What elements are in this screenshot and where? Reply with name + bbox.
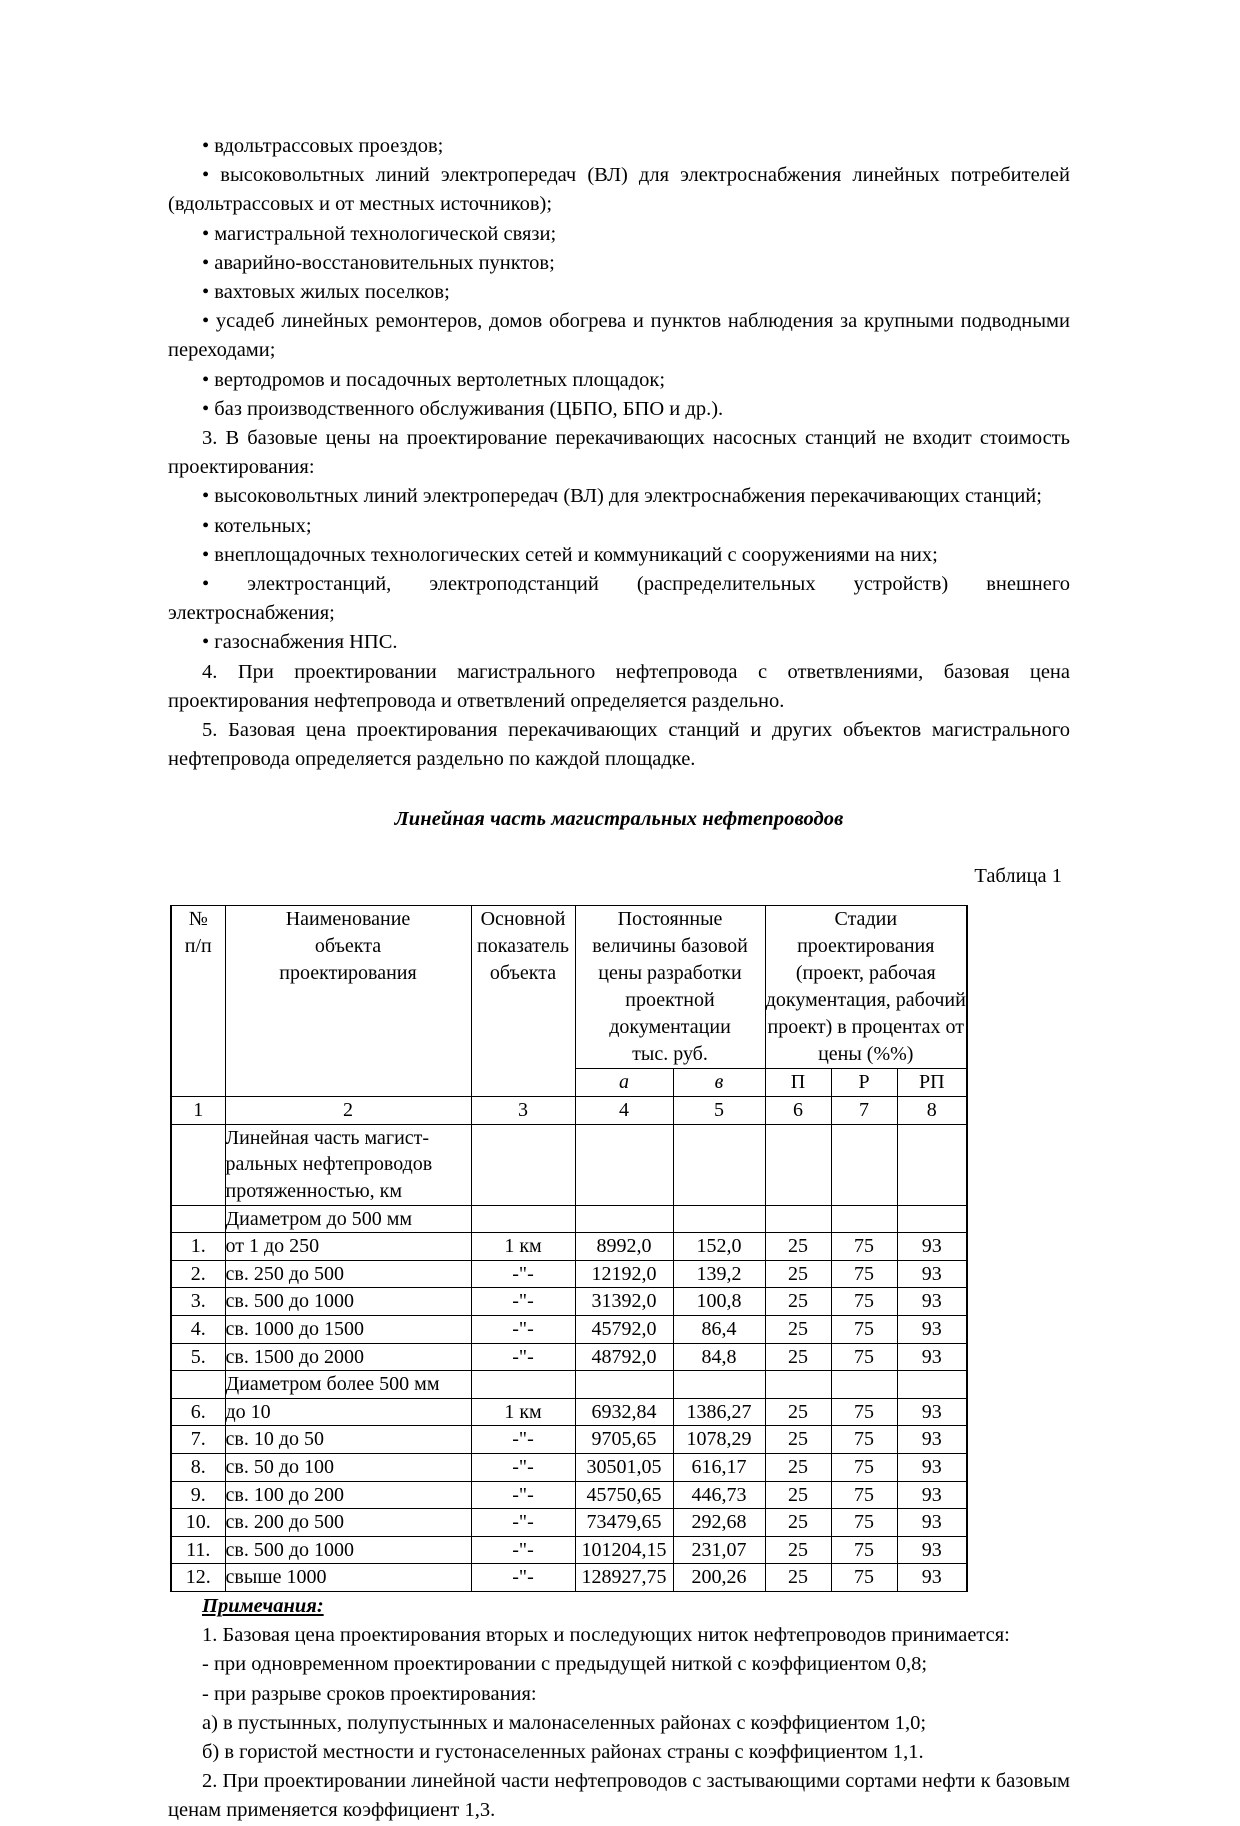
cell-unit: -"- [471, 1288, 575, 1316]
subheader-a: а [575, 1068, 673, 1096]
cell-a: 101204,15 [575, 1536, 673, 1564]
cell-no: 10. [171, 1509, 225, 1537]
cell-name: от 1 до 250 [225, 1233, 471, 1261]
cell-no [171, 1371, 225, 1399]
cell-a [575, 1124, 673, 1205]
note-line: - при одновременном проектировании с предыдущей ниткой с коэффициентом 0,8; [202, 1653, 928, 1676]
bullet-item: • баз производственного обслуживания (ЦБПО, БПО и др.). [202, 397, 724, 420]
cell-p [765, 1205, 831, 1233]
table-row [171, 1454, 967, 1482]
cell-name: св. 1000 до 1500 [225, 1316, 471, 1344]
cell-no: 12. [171, 1564, 225, 1592]
cell-v: 100,8 [673, 1288, 765, 1316]
table-body [171, 1124, 967, 1591]
note-line: а) в пустынных, полупустынных и малонаселенных районах с коэффициентом 1,0; [202, 1711, 927, 1734]
cell-no: 2. [171, 1260, 225, 1288]
cell-name: св. 500 до 1000 [225, 1288, 471, 1316]
paragraph-item-5: 5. Базовая цена проектирования перекачивающих станций и других объектов магистрального нефтепровода определяется раздельно по каждой площадке. [168, 719, 1070, 771]
cell-v: 84,8 [673, 1343, 765, 1371]
table-row [171, 1536, 967, 1564]
table-caption: Таблица 1 [974, 864, 1062, 887]
intro-bullets-block [168, 132, 1070, 424]
cell-unit: -"- [471, 1509, 575, 1537]
header-col-no [171, 905, 225, 1096]
table-row [171, 1398, 967, 1426]
header-indicator-line3: объекта [489, 961, 557, 984]
cell-rp: 93 [897, 1260, 967, 1288]
cell-unit: -"- [471, 1316, 575, 1344]
cell-a: 45750,65 [575, 1481, 673, 1509]
header-baseprice-line3: цены разработки [598, 961, 742, 984]
cell-r: 75 [831, 1233, 897, 1261]
colnum-6: 6 [765, 1096, 831, 1124]
group-heading-line2: ральных нефтепроводов [225, 1153, 433, 1176]
header-stages-line3: документация, рабочий [765, 988, 966, 1011]
cell-r: 75 [831, 1398, 897, 1426]
cell-rp [897, 1371, 967, 1399]
cell-r: 75 [831, 1316, 897, 1344]
cell-unit: -"- [471, 1260, 575, 1288]
cell-name: свыше 1000 [225, 1564, 471, 1592]
cell-a: 45792,0 [575, 1316, 673, 1344]
cell-a: 48792,0 [575, 1343, 673, 1371]
cell-p [765, 1124, 831, 1205]
cell-unit: -"- [471, 1426, 575, 1454]
bullet-item: • внеплощадочных технологических сетей и коммуникаций с сооружениями на них; [202, 543, 938, 566]
cell-group-heading [225, 1124, 471, 1205]
cell-a: 31392,0 [575, 1288, 673, 1316]
cell-r: 75 [831, 1426, 897, 1454]
cell-no: 11. [171, 1536, 225, 1564]
table-row [171, 1288, 967, 1316]
cell-rp: 93 [897, 1536, 967, 1564]
cell-rp: 93 [897, 1288, 967, 1316]
cell-v: 292,68 [673, 1509, 765, 1537]
cell-p: 25 [765, 1398, 831, 1426]
cell-rp: 93 [897, 1481, 967, 1509]
header-baseprice-line4: проектной [625, 988, 715, 1011]
cell-rp [897, 1124, 967, 1205]
cell-rp: 93 [897, 1316, 967, 1344]
cell-rp: 93 [897, 1398, 967, 1426]
cell-a: 73479,65 [575, 1509, 673, 1537]
header-name-line2: объекта [314, 934, 382, 957]
subheader-r: Р [831, 1068, 897, 1096]
cell-v: 616,17 [673, 1454, 765, 1482]
colnum-1: 1 [171, 1096, 225, 1124]
cell-v: 200,26 [673, 1564, 765, 1592]
cell-unit: -"- [471, 1536, 575, 1564]
cell-no: 7. [171, 1426, 225, 1454]
subheader-rp: РП [897, 1068, 967, 1096]
bullet-item: • газоснабжения НПС. [202, 631, 398, 654]
cell-p: 25 [765, 1233, 831, 1261]
header-col-name [225, 905, 471, 1096]
cell-v [673, 1124, 765, 1205]
colnum-7: 7 [831, 1096, 897, 1124]
cell-v [673, 1371, 765, 1399]
table-row [171, 1564, 967, 1592]
header-no-line2: п/п [184, 934, 212, 957]
cell-unit: 1 км [471, 1398, 575, 1426]
cell-r [831, 1124, 897, 1205]
paragraph-item-3: 3. В базовые цены на проектирование перекачивающих насосных станций не входит стоимость проектирования: [168, 427, 1070, 479]
cell-a: 9705,65 [575, 1426, 673, 1454]
cell-rp [897, 1205, 967, 1233]
cell-rp: 93 [897, 1233, 967, 1261]
header-stages-line4: проект) в процентах от [767, 1015, 964, 1038]
cell-p: 25 [765, 1454, 831, 1482]
bullet-item: • вдольтрассовых проездов; [202, 135, 444, 157]
section-title: Линейная часть магистральных нефтепроводов [394, 808, 844, 831]
cell-no [171, 1205, 225, 1233]
cell-unit [471, 1124, 575, 1205]
cell-v: 1386,27 [673, 1398, 765, 1426]
cell-r: 75 [831, 1509, 897, 1537]
bullet-item: • вертодромов и посадочных вертолетных площадок; [202, 368, 666, 391]
cell-r [831, 1371, 897, 1399]
cell-name: св. 200 до 500 [225, 1509, 471, 1537]
bullet-item: • высоковольтных линий электропередач (ВЛ) для электроснабжения линейных потребителей (вдольтрассовых и от местных источников); [168, 164, 1070, 216]
cell-rp: 93 [897, 1564, 967, 1592]
colnum-5: 5 [673, 1096, 765, 1124]
cell-r: 75 [831, 1454, 897, 1482]
cell-subgroup-label: Диаметром более 500 мм [225, 1371, 471, 1399]
cell-r: 75 [831, 1481, 897, 1509]
bullet-item: • магистральной технологической связи; [202, 222, 557, 245]
header-baseprice-line5: документации [609, 1015, 731, 1038]
cell-unit: 1 км [471, 1233, 575, 1261]
cell-p: 25 [765, 1316, 831, 1344]
group-heading-line1: Линейная часть магист- [225, 1126, 430, 1149]
bullet-item: • усадеб линейных ремонтеров, домов обогрева и пунктов наблюдения за крупными подводными переходами; [168, 310, 1070, 362]
cell-r: 75 [831, 1288, 897, 1316]
header-baseprice-line6: тыс. руб. [632, 1042, 708, 1065]
cell-r: 75 [831, 1260, 897, 1288]
cell-no: 1. [171, 1233, 225, 1261]
note-line: 1. Базовая цена проектирования вторых и последующих ниток нефтепроводов принимается: [202, 1624, 1010, 1647]
cell-v: 86,4 [673, 1316, 765, 1344]
cell-unit [471, 1371, 575, 1399]
bullet-item: • высоковольтных линий электропередач (ВЛ) для электроснабжения перекачивающих станций; [202, 485, 1042, 508]
cell-rp: 93 [897, 1509, 967, 1537]
cell-subgroup-label: Диаметром до 500 мм [225, 1205, 471, 1233]
header-col-stages [765, 905, 967, 1068]
header-indicator-line1: Основной [480, 907, 566, 930]
cell-rp: 93 [897, 1343, 967, 1371]
cell-a: 30501,05 [575, 1454, 673, 1482]
note-line: б) в гористой местности и густонаселенных районах страны с коэффициентом 1,1. [202, 1740, 924, 1763]
cell-v: 231,07 [673, 1536, 765, 1564]
header-indicator-line2: показатель [477, 934, 569, 957]
header-stages-line5: цены (%%) [818, 1042, 914, 1065]
cell-no [171, 1124, 225, 1205]
cell-p: 25 [765, 1343, 831, 1371]
header-name-line3: проектирования [279, 961, 417, 984]
cell-v: 152,0 [673, 1233, 765, 1261]
group-heading-line3: протяженностью, км [225, 1180, 403, 1203]
cell-no: 6. [171, 1398, 225, 1426]
table-row [171, 1343, 967, 1371]
table-subgroup-row-2 [171, 1371, 967, 1399]
cell-v: 139,2 [673, 1260, 765, 1288]
note-line: - при разрыве сроков проектирования: [202, 1682, 537, 1705]
cell-r [831, 1205, 897, 1233]
cell-rp: 93 [897, 1454, 967, 1482]
header-stages-line2: (проект, рабочая [795, 961, 936, 984]
colnum-4: 4 [575, 1096, 673, 1124]
cell-no: 4. [171, 1316, 225, 1344]
colnum-3: 3 [471, 1096, 575, 1124]
cell-p: 25 [765, 1288, 831, 1316]
table-group-heading-row [171, 1124, 967, 1205]
cell-p [765, 1371, 831, 1399]
header-col-indicator [471, 905, 575, 1096]
cell-name: св. 50 до 100 [225, 1454, 471, 1482]
table-row [171, 1316, 967, 1344]
header-baseprice-line2: величины базовой [592, 934, 748, 957]
cell-r: 75 [831, 1564, 897, 1592]
colnum-8: 8 [897, 1096, 967, 1124]
note-final: 2. При проектировании линейной части нефтепроводов с застывающими сортами нефти к базовым ценам применяется коэффициент 1,3. [168, 1770, 1070, 1822]
bullet-item: • вахтовых жилых поселков; [202, 281, 450, 304]
table-row [171, 1426, 967, 1454]
table-colnumber-row [171, 1096, 967, 1124]
header-stages-line1: Стадии проектирования [797, 907, 935, 957]
cell-name: до 10 [225, 1398, 471, 1426]
cell-a: 12192,0 [575, 1260, 673, 1288]
bullet-item: • электростанций, электроподстанций (распределительных устройств) внешнего электроснабжения; [168, 573, 1070, 625]
cell-a: 8992,0 [575, 1233, 673, 1261]
table-header-row [171, 905, 967, 1068]
cell-p: 25 [765, 1536, 831, 1564]
table-row [171, 1260, 967, 1288]
table-row [171, 1509, 967, 1537]
cell-name: св. 250 до 500 [225, 1260, 471, 1288]
cell-p: 25 [765, 1564, 831, 1592]
cell-v: 1078,29 [673, 1426, 765, 1454]
cell-r: 75 [831, 1536, 897, 1564]
paragraph-item-4: 4. При проектировании магистрального нефтепровода с ответвлениями, базовая цена проектирования нефтепровода и ответвлений определяется раздельно. [168, 660, 1070, 712]
subheader-p: П [765, 1068, 831, 1096]
header-baseprice-line1: Постоянные [617, 907, 723, 930]
notes-section [168, 1592, 1070, 1826]
cell-no: 9. [171, 1481, 225, 1509]
header-no-line1: № [188, 907, 208, 930]
cell-no: 3. [171, 1288, 225, 1316]
intro-bullets-block-2 [168, 482, 1070, 657]
cell-no: 8. [171, 1454, 225, 1482]
colnum-2: 2 [225, 1096, 471, 1124]
header-name-line1: Наименование [285, 907, 411, 930]
cell-a [575, 1205, 673, 1233]
table-row [171, 1481, 967, 1509]
cell-rp: 93 [897, 1426, 967, 1454]
table-row [171, 1233, 967, 1261]
cell-unit: -"- [471, 1343, 575, 1371]
cell-name: св. 100 до 200 [225, 1481, 471, 1509]
cell-unit: -"- [471, 1454, 575, 1482]
cell-name: св. 10 до 50 [225, 1426, 471, 1454]
cell-a [575, 1371, 673, 1399]
cell-p: 25 [765, 1481, 831, 1509]
subheader-v: в [673, 1068, 765, 1096]
cell-unit: -"- [471, 1564, 575, 1592]
cell-name: св. 1500 до 2000 [225, 1343, 471, 1371]
notes-title: Примечания: [202, 1594, 324, 1617]
cell-no: 5. [171, 1343, 225, 1371]
bullet-item: • аварийно-восстановительных пунктов; [202, 251, 555, 274]
cell-p: 25 [765, 1426, 831, 1454]
cell-r: 75 [831, 1343, 897, 1371]
cell-v: 446,73 [673, 1481, 765, 1509]
pricing-table [170, 905, 968, 1592]
cell-unit: -"- [471, 1481, 575, 1509]
bullet-item: • котельных; [202, 514, 312, 537]
cell-a: 128927,75 [575, 1564, 673, 1592]
cell-p: 25 [765, 1509, 831, 1537]
table-subgroup-row-1 [171, 1205, 967, 1233]
cell-p: 25 [765, 1260, 831, 1288]
cell-a: 6932,84 [575, 1398, 673, 1426]
cell-v [673, 1205, 765, 1233]
header-col-baseprice [575, 905, 765, 1068]
cell-name: св. 500 до 1000 [225, 1536, 471, 1564]
cell-unit [471, 1205, 575, 1233]
